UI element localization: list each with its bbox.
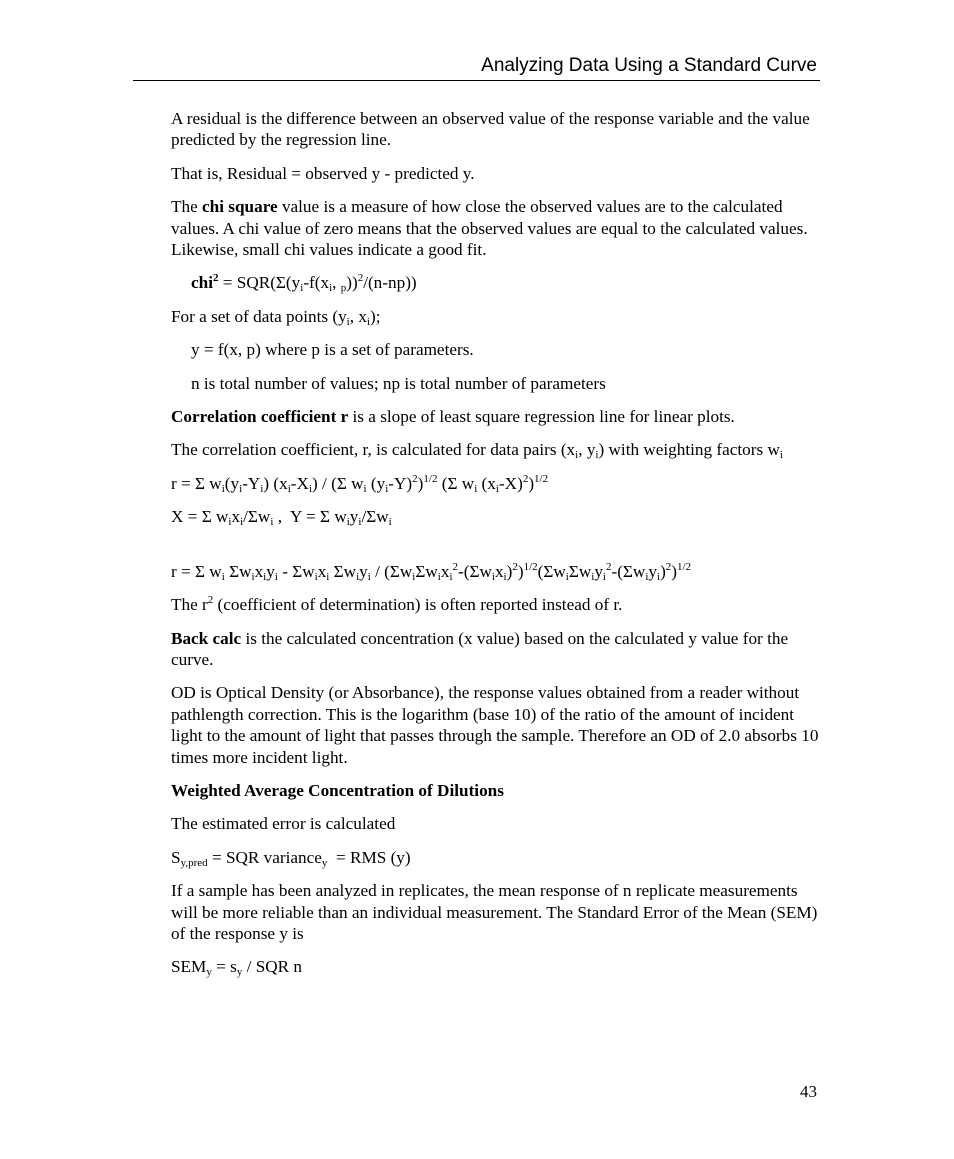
residual-formula: That is, Residual = observed y - predicted y. <box>171 163 475 183</box>
page-body <box>171 108 821 990</box>
s-pred-formula: $S_{y,pred}$ = SQR variance$_y$ = RMS (y) <box>171 847 411 869</box>
r-squared-note: The $r^2$ (coefficient of determination) is often reported instead of r. <box>171 594 623 615</box>
n-definition-line: n is total number of values; np is total number of parameters <box>191 373 606 393</box>
chi-square-formula: $chi^2 = SQR(\Sigma(y_i-f(x_i$, $_p$))$^2$/(n-np)) <box>191 272 417 295</box>
chi-square-term: chi square <box>202 197 278 217</box>
back-calc-term: Back calc <box>171 628 242 648</box>
correlation-definition: Correlation coefficient r is a slope of least square regression line for linear plots. <box>171 407 735 427</box>
sem-formula: $SEM_y = s_y$ / SQR n <box>171 957 303 979</box>
data-points-line: For a set of data points ($y_i$, $x_i$); <box>171 306 381 328</box>
estimated-error-line: The estimated error is calculated <box>171 814 396 834</box>
header-title: Analyzing Data Using a Standard Curve <box>481 55 817 76</box>
r-formula-1: r = Σ $w_i(y_i-Y_i)$ $(x_i-X_i) / (\Sigma$ $w_i$ $(y_i-Y)^2)^{1/2}$ (Σ $w_i$ $(x_i-X)^2)^{1/2}$ <box>171 472 549 495</box>
replicates-paragraph: If a sample has been analyzed in replicates, the mean response of n replicate measurements will be more reliable than an individual measurement. The Standard Error of the Mean (SEM) of the response y is <box>171 881 818 943</box>
back-calc-definition: Back calc is the calculated concentration (x value) based on the calculated y value for the curve. <box>171 628 789 669</box>
chi-square-definition: The chi square value is a measure of how close the observed values are to the calculated values. A chi value of zero means that the observed values are equal to the calculated values. Likewise, small chi values indicate a good fit. <box>171 197 808 260</box>
r-formula-2: r = Σ $w_i$ $\Sigma w_ix_iy_i - \Sigma w_ix_i$ $\Sigma w_iy_i / (\Sigma w_i\Sigma w_ix_i^2-(\Sigma w_ix_i)^2)^{1/2}(\Sigma w_i\Sigma w_iy_i^2-(\Sigma w_iy_i)^2)^{1/2}$ <box>171 560 692 583</box>
correlation-calculation: The correlation coefficient, r, is calculated for data pairs ($x_i$, $y_i$) with weighting factors $w_i$ <box>171 440 783 462</box>
correlation-term: Correlation coefficient r <box>171 407 349 427</box>
weighted-average-heading: Weighted Average Concentration of Dilutions <box>171 780 504 800</box>
weighted-means-formula: X = Σ $w_ix_i/\Sigma w_i$ , Y = Σ $w_iy_i/\Sigma w_i$ <box>171 507 392 529</box>
page-number: 43 <box>800 1082 817 1101</box>
residual-definition: A residual is the difference between an observed value of the response variable and the value predicted by the regression line. <box>171 109 810 150</box>
od-definition: OD is Optical Density (or Absorbance), the response values obtained from a reader without pathlength correction. This is the logarithm (base 10) of the ratio of the amount of incident light to the amount of light that passes through the sample. Therefore an OD of 2.0 absorbs 10 times more incident light. <box>171 683 819 767</box>
y-function-line: y = f(x, p) where p is a set of parameters. <box>191 340 474 360</box>
page-header <box>133 53 820 81</box>
